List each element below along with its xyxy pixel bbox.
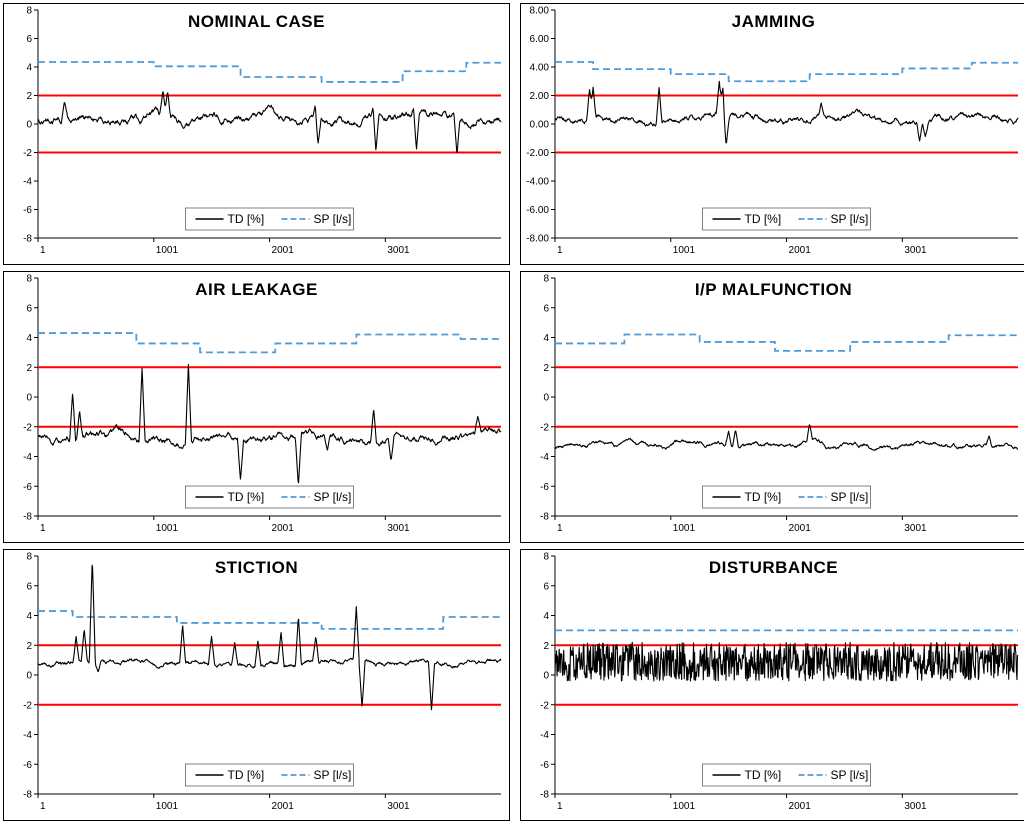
svg-text:6: 6 [26, 581, 32, 593]
plot-area [521, 272, 1024, 542]
panel-title: NOMINAL CASE [188, 12, 325, 31]
svg-text:-8: -8 [23, 511, 32, 523]
svg-text:TD [%]: TD [%] [227, 212, 265, 226]
svg-text:-4: -4 [540, 452, 549, 463]
svg-text:-2: -2 [540, 422, 549, 434]
svg-text:0: 0 [26, 119, 32, 131]
svg-text:-4: -4 [23, 176, 32, 188]
svg-text:-4: -4 [23, 452, 32, 463]
panel-title: JAMMING [731, 12, 816, 31]
svg-text:2001: 2001 [788, 245, 811, 256]
svg-text:-8: -8 [540, 789, 549, 801]
svg-text:8: 8 [26, 5, 32, 17]
svg-text:0.00: 0.00 [529, 119, 549, 131]
plot-area [4, 4, 509, 264]
svg-text:SP [l/s]: SP [l/s] [830, 212, 869, 226]
svg-text:2001: 2001 [271, 801, 294, 812]
svg-text:-6: -6 [23, 759, 32, 771]
svg-text:1001: 1001 [155, 245, 179, 256]
panel-disturbance [520, 549, 1024, 821]
svg-text:TD [%]: TD [%] [227, 768, 265, 782]
svg-text:3001: 3001 [904, 523, 927, 534]
svg-text:TD [%]: TD [%] [744, 768, 782, 782]
svg-text:8: 8 [543, 273, 549, 285]
svg-text:6: 6 [26, 303, 32, 315]
svg-text:-6.00: -6.00 [526, 205, 549, 216]
svg-text:2001: 2001 [271, 523, 294, 534]
svg-text:-4: -4 [540, 730, 549, 741]
svg-text:2001: 2001 [271, 245, 294, 256]
svg-text:-6: -6 [540, 481, 549, 493]
svg-text:-6: -6 [23, 205, 32, 216]
svg-text:3001: 3001 [904, 245, 927, 256]
svg-text:-2.00: -2.00 [526, 148, 549, 159]
plot-area [521, 4, 1024, 264]
svg-text:1: 1 [40, 523, 46, 534]
svg-text:-2: -2 [23, 700, 32, 712]
svg-text:-6: -6 [23, 481, 32, 493]
svg-text:0: 0 [26, 392, 32, 404]
svg-text:6: 6 [26, 34, 32, 45]
svg-text:2001: 2001 [788, 801, 811, 812]
svg-text:8: 8 [26, 273, 32, 285]
svg-text:1: 1 [557, 523, 563, 534]
svg-text:-8: -8 [540, 511, 549, 523]
svg-text:1: 1 [557, 245, 563, 256]
svg-text:4.00: 4.00 [529, 62, 549, 74]
svg-text:-8.00: -8.00 [526, 233, 549, 245]
svg-text:2.00: 2.00 [529, 91, 549, 102]
svg-text:2001: 2001 [788, 523, 811, 534]
panel-stiction [3, 549, 510, 821]
svg-text:SP [l/s]: SP [l/s] [830, 490, 869, 504]
panel-jamming [520, 3, 1024, 265]
svg-text:1001: 1001 [155, 523, 179, 534]
svg-text:1001: 1001 [672, 245, 696, 256]
svg-text:4: 4 [26, 62, 32, 74]
svg-text:1: 1 [40, 801, 46, 812]
svg-text:-8: -8 [23, 233, 32, 245]
svg-text:8: 8 [543, 551, 549, 563]
svg-text:SP [l/s]: SP [l/s] [313, 768, 352, 782]
panel-ip-malfunction [520, 271, 1024, 543]
svg-text:SP [l/s]: SP [l/s] [830, 768, 869, 782]
svg-text:2: 2 [26, 362, 32, 374]
svg-text:TD [%]: TD [%] [744, 490, 782, 504]
svg-text:-2: -2 [540, 700, 549, 712]
plot-area [4, 550, 509, 820]
panel-title: STICTION [214, 558, 299, 577]
svg-text:6.00: 6.00 [529, 34, 549, 45]
svg-text:0: 0 [543, 670, 549, 682]
plot-area [521, 550, 1024, 820]
panel-title: DISTURBANCE [708, 558, 839, 577]
svg-text:TD [%]: TD [%] [744, 212, 782, 226]
svg-text:-2: -2 [23, 148, 32, 159]
panel-air-leakage [3, 271, 510, 543]
panel-title: AIR LEAKAGE [195, 280, 318, 299]
svg-text:SP [l/s]: SP [l/s] [313, 490, 352, 504]
svg-text:1001: 1001 [672, 523, 696, 534]
svg-text:2: 2 [26, 640, 32, 652]
svg-text:0: 0 [26, 670, 32, 682]
svg-text:TD [%]: TD [%] [227, 490, 265, 504]
svg-text:3001: 3001 [387, 245, 410, 256]
svg-text:4: 4 [543, 611, 549, 622]
svg-text:4: 4 [543, 333, 549, 344]
svg-text:1: 1 [557, 801, 563, 812]
svg-text:-8: -8 [23, 789, 32, 801]
svg-text:8.00: 8.00 [529, 5, 549, 17]
plot-area [4, 272, 509, 542]
panel-title: I/P MALFUNCTION [694, 280, 853, 299]
svg-text:0: 0 [543, 392, 549, 404]
svg-text:1001: 1001 [672, 801, 696, 812]
svg-text:-4: -4 [23, 730, 32, 741]
svg-text:6: 6 [543, 303, 549, 315]
svg-text:1: 1 [40, 245, 46, 256]
svg-text:4: 4 [26, 611, 32, 622]
svg-text:SP [l/s]: SP [l/s] [313, 212, 352, 226]
svg-text:2: 2 [26, 91, 32, 102]
svg-text:-4.00: -4.00 [526, 176, 549, 188]
svg-text:6: 6 [543, 581, 549, 593]
svg-text:3001: 3001 [387, 523, 410, 534]
panel-nominal-case [3, 3, 510, 265]
svg-text:2: 2 [543, 640, 549, 652]
svg-text:1001: 1001 [155, 801, 179, 812]
svg-text:2: 2 [543, 362, 549, 374]
svg-text:4: 4 [26, 333, 32, 344]
svg-text:3001: 3001 [904, 801, 927, 812]
svg-text:3001: 3001 [387, 801, 410, 812]
svg-text:-6: -6 [540, 759, 549, 771]
svg-text:8: 8 [26, 551, 32, 563]
svg-text:-2: -2 [23, 422, 32, 434]
